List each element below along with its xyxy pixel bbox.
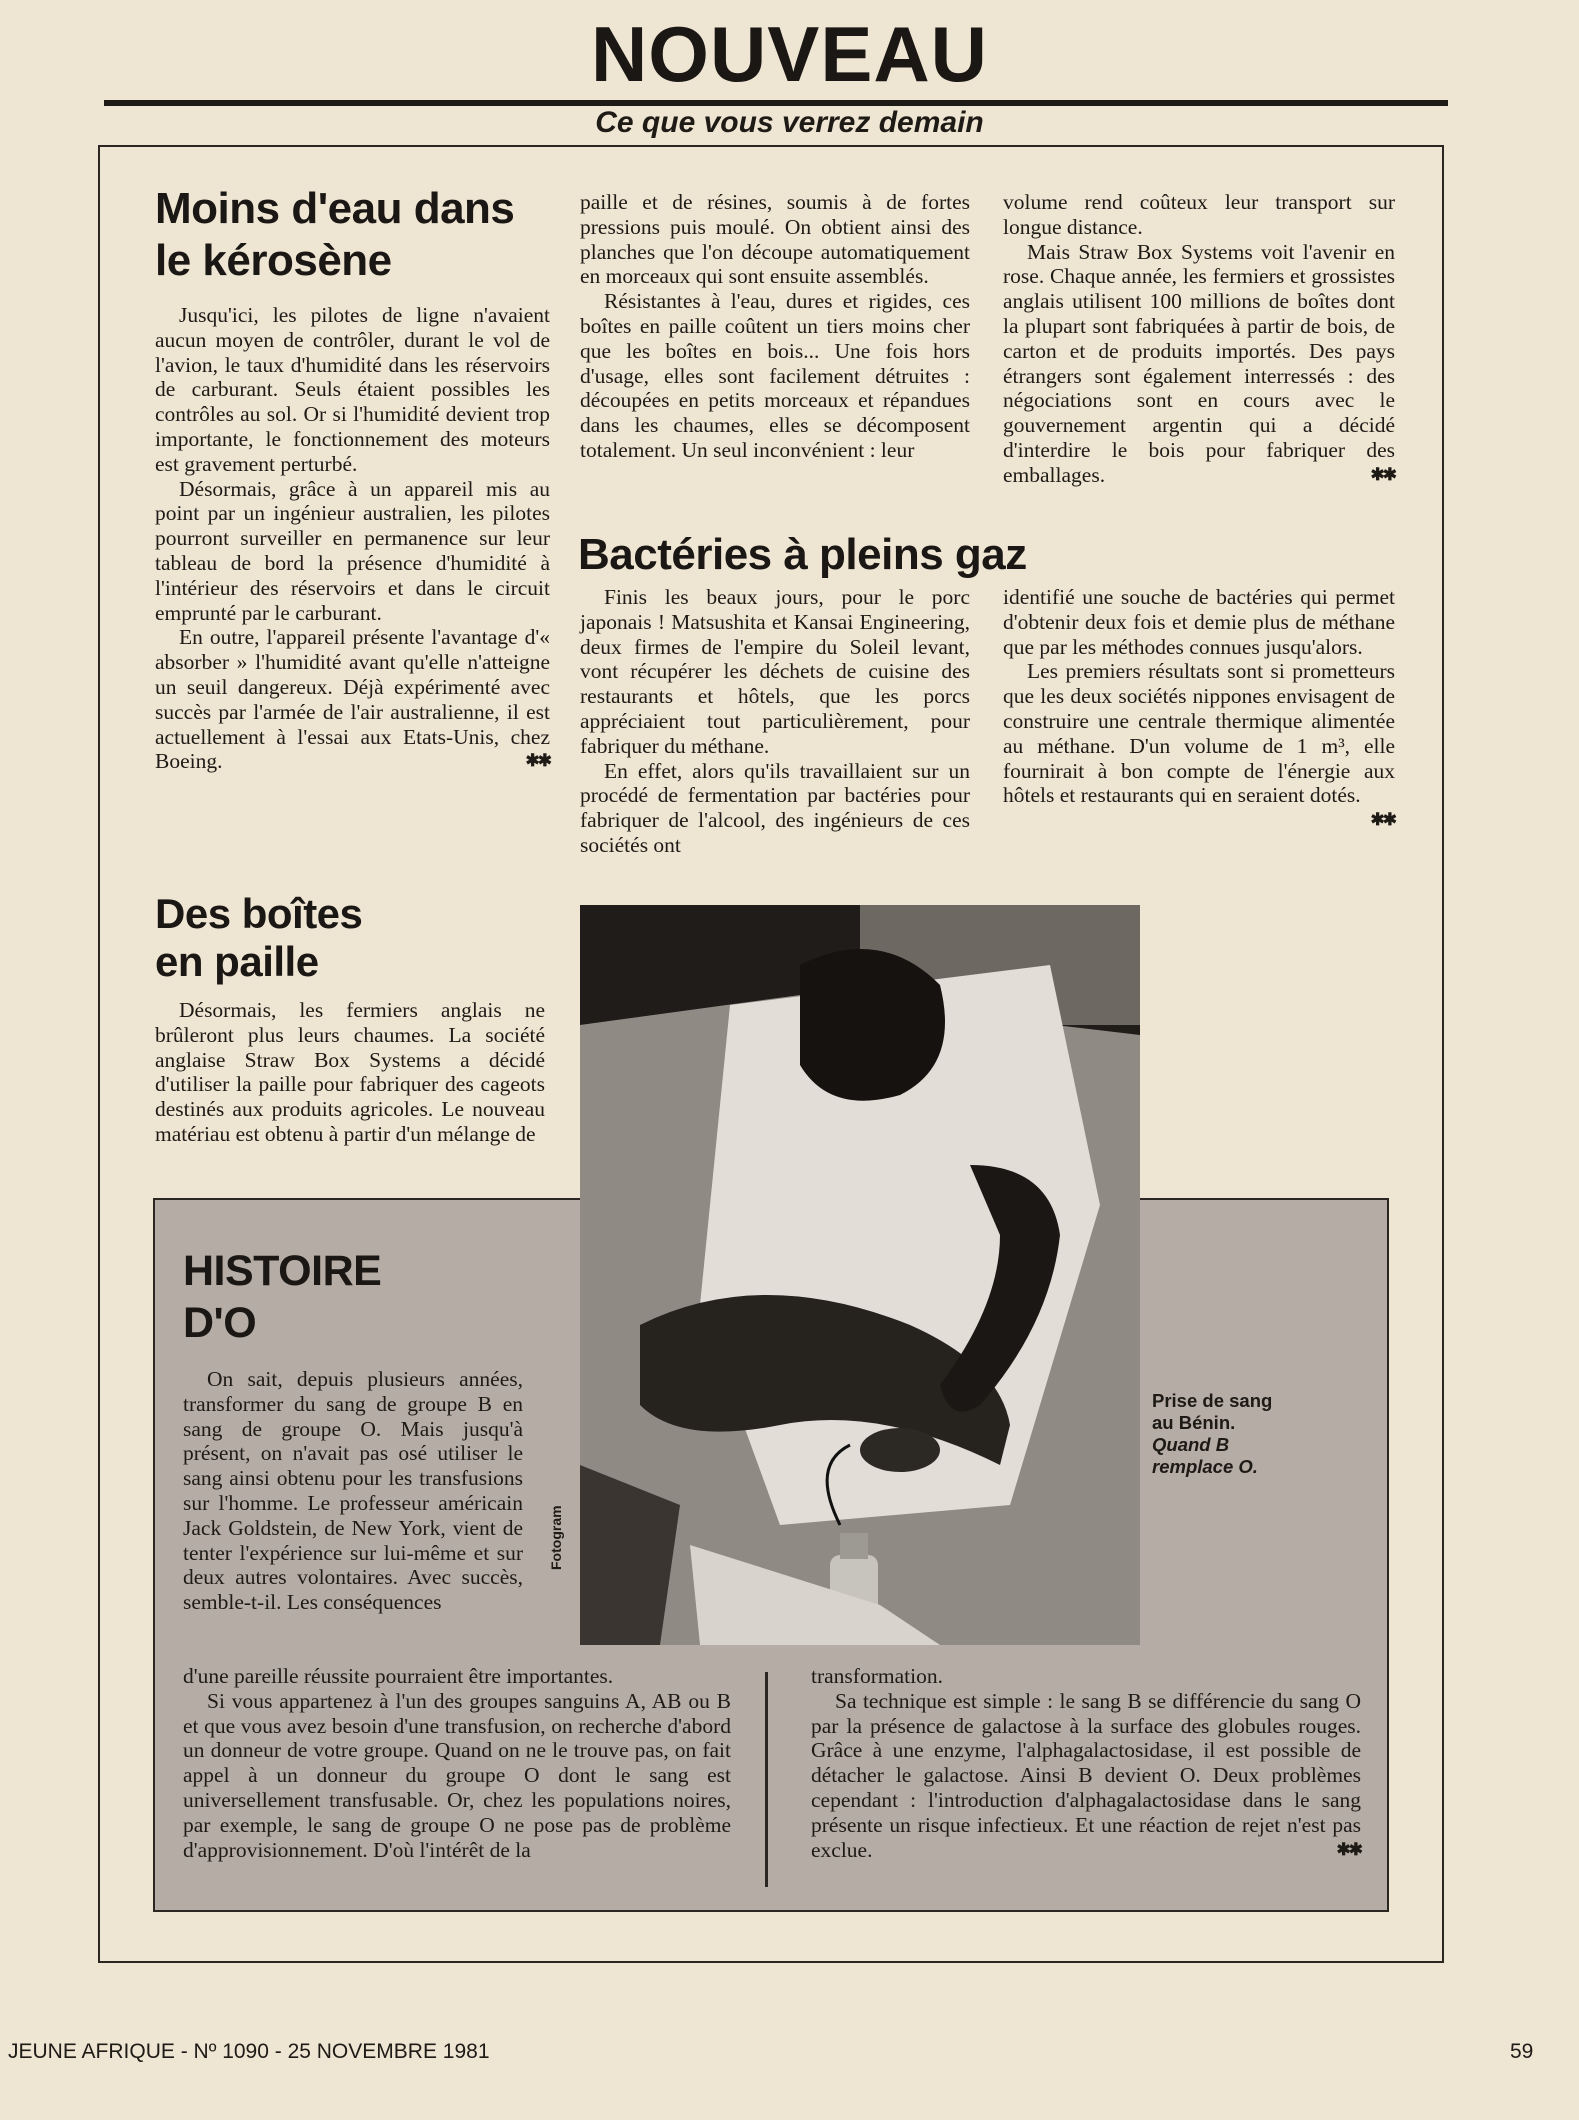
article-headline-bacteries: Bactéries à pleins gaz	[578, 530, 1027, 579]
page-number: 59	[1510, 2040, 1534, 2063]
article-body-col3	[1003, 190, 1395, 488]
paragraph: transformation.	[811, 1664, 943, 1688]
article-body-top	[183, 1367, 523, 1615]
paragraph: Jusqu'ici, les pilotes de ligne n'avaient aucun moyen de contrôler, durant le vol de l'avion, le taux d'humidité dans les réservoirs de carburant. Seuls étaient possibles les contrôles au sol. Or si l'humidité devient trop importante, le fonctionnement des moteurs est gravement perturbé.	[155, 303, 550, 476]
paragraph: Désormais, les fermiers anglais ne brûleront plus leurs chaumes. La société anglaise Straw Box Systems a décidé d'utiliser la paille pour fabriquer des cageots destinés aux produits agricoles. Le nouveau matériau est obtenu à partir d'un mélange de	[155, 998, 545, 1146]
caption-line: Quand B	[1152, 1434, 1230, 1455]
end-mark-icon: ✱✱	[1370, 810, 1395, 830]
paragraph: identifié une souche de bactéries qui permet d'obtenir deux fois et demie plus de méthane que par les méthodes connues jusqu'alors.	[1003, 585, 1395, 659]
section-title: NOUVEAU	[590, 10, 989, 98]
paragraph: On sait, depuis plusieurs années, transformer du sang de groupe B en sang de groupe O. Mais jusqu'à présent, on n'avait pas osé utiliser le sang ainsi obtenu pour les transfusions sur l'homme. Le professeur américain Jack Goldstein, de New York, vient de tenter l'expérience sur lui-même et sur deux autres volontaires. Avec succès, semble-t-il. Les conséquences	[183, 1367, 523, 1615]
paragraph-text: Les premiers résultats sont si prometteurs que les deux sociétés nippones envisagent de construire une centrale thermique alimentée au méthane. D'un volume de 1 m³, elle fournirait à bon compte de l'énergie aux hôtels et restaurants qui en seraient dotés.	[1003, 659, 1395, 808]
photo-caption	[1152, 1390, 1342, 1478]
article3-body-col2	[1003, 585, 1395, 833]
paragraph	[1003, 659, 1395, 830]
paragraph	[1003, 240, 1395, 488]
end-mark-icon: ✱✱	[525, 751, 550, 771]
article-histoire-do	[183, 1245, 523, 1615]
end-mark-icon: ✱✱	[1336, 1839, 1361, 1859]
caption-line: Prise de sang	[1152, 1390, 1273, 1411]
paragraph-text: Mais Straw Box Systems voit l'avenir en rose. Chaque année, les fermiers et grossistes anglais utilisent 100 millions de boîtes dont la plupart sont fabriquées à partir de bois, de carton et de produits importés. Des pays étrangers sont également interressés : des négociations sont en cours avec le gouvernement argentin qui a décidé d'interdire le bois pour fabriquer des emballages.	[1003, 239, 1395, 487]
headline-line: D'O	[183, 1299, 257, 1347]
paragraph: Finis les beaux jours, pour le porc japonais ! Matsushita et Kansai Engineering, deux firmes de l'empire du Soleil levant, vont récupérer les déchets de cuisine des restaurants et hôtels, que les porcs appréciaient tout particulièrement, pour fabriquer du méthane.	[580, 585, 970, 758]
article-body	[155, 303, 550, 774]
paragraph: Si vous appartenez à l'un des groupes sanguins A, AB ou B et que vous avez besoin d'une transfusion, on recherche d'abord un donneur de votre groupe. Quand on ne le trouve pas, on fait appel à un donneur du groupe O dont le sang est universellement transfusable. Or, chez les populations noires, par exemple, le sang de groupe O ne pose pas de problème d'approvisionnement. D'où l'intérêt de la	[183, 1688, 731, 1862]
article-body-col1	[155, 998, 545, 1147]
article-headline	[183, 1245, 523, 1349]
photo-image	[580, 905, 1140, 1645]
article-headline: Moins d'eau dans le kérosène	[155, 184, 515, 285]
section-subtitle: Ce que vous verrez demain	[595, 106, 984, 139]
paragraph: En effet, alors qu'ils travaillaient sur un procédé de fermentation par bactéries pour fabriquer de l'alcool, des ingénieurs de ces sociétés ont	[580, 758, 970, 857]
article-body-col2	[580, 190, 970, 463]
headline-line: HISTOIRE	[183, 1247, 382, 1295]
article-headline: Des boîtes en paille	[155, 890, 363, 985]
article4-body-left	[183, 1664, 731, 1862]
paragraph	[811, 1689, 1361, 1863]
paragraph: d'une pareille réussite pourraient être importantes.	[183, 1664, 614, 1688]
article-boites-en-paille	[155, 890, 545, 1147]
paragraph-text: Sa technique est simple : le sang B se différencie du sang O par la présence de galactose à la surface des globules rouges. Grâce à une enzyme, l'alphagalactosidase, il est possible de détacher le galactose. Ainsi B devient O. Deux problèmes cependant : l'introduction d'alphagalactosidase dans le sang présente un risque infectieux. Et une réaction de rejet n'est pas exclue.	[811, 1688, 1361, 1862]
photo-credit: Fotogram	[548, 1505, 564, 1570]
paragraph: paille et de résines, soumis à de fortes pressions puis moulé. On obtient ainsi des planches que l'on découpe automatiquement en morceaux qui sont ensuite assemblés.	[580, 190, 970, 289]
caption-line: au Bénin.	[1152, 1412, 1236, 1433]
paragraph: Résistantes à l'eau, dures et rigides, ces boîtes en paille coûtent un tiers moins cher que les boîtes en bois... Une fois hors d'usage, elles sont facilement détruites : découpées en petits morceaux et répandues dans les chaumes, elles se décomposent totalement. Un seul inconvénient : leur	[580, 289, 970, 462]
article-moins-deau	[155, 183, 550, 774]
paragraph: Désormais, grâce à un appareil mis au point par un ingénieur australien, les pilotes pourront surveiller en permanence sur leur tableau de bord la présence d'humidité à l'intérieur des réservoirs et dans le circuit emprunté par le carburant.	[155, 476, 550, 625]
photo-blood-sample	[580, 905, 1140, 1645]
end-mark-icon: ✱✱	[1370, 464, 1395, 484]
paragraph	[155, 625, 550, 774]
column-divider	[765, 1672, 768, 1887]
article4-body-right	[811, 1664, 1361, 1862]
paragraph-text: En outre, l'appareil présente l'avantage d'« absorber » l'humidité avant qu'elle n'atteigne un seuil dangereux. Déjà expérimenté avec succès par l'armée de l'air australienne, il est actuellement à l'essai aux Etats-Unis, chez Boeing.	[155, 625, 550, 774]
article3-body-col1	[580, 585, 970, 858]
caption-line: remplace O.	[1152, 1456, 1258, 1477]
paragraph: volume rend coûteux leur transport sur longue distance.	[1003, 190, 1395, 239]
footer-publication: JEUNE AFRIQUE - Nº 1090 - 25 NOVEMBRE 1981	[8, 2040, 490, 2063]
